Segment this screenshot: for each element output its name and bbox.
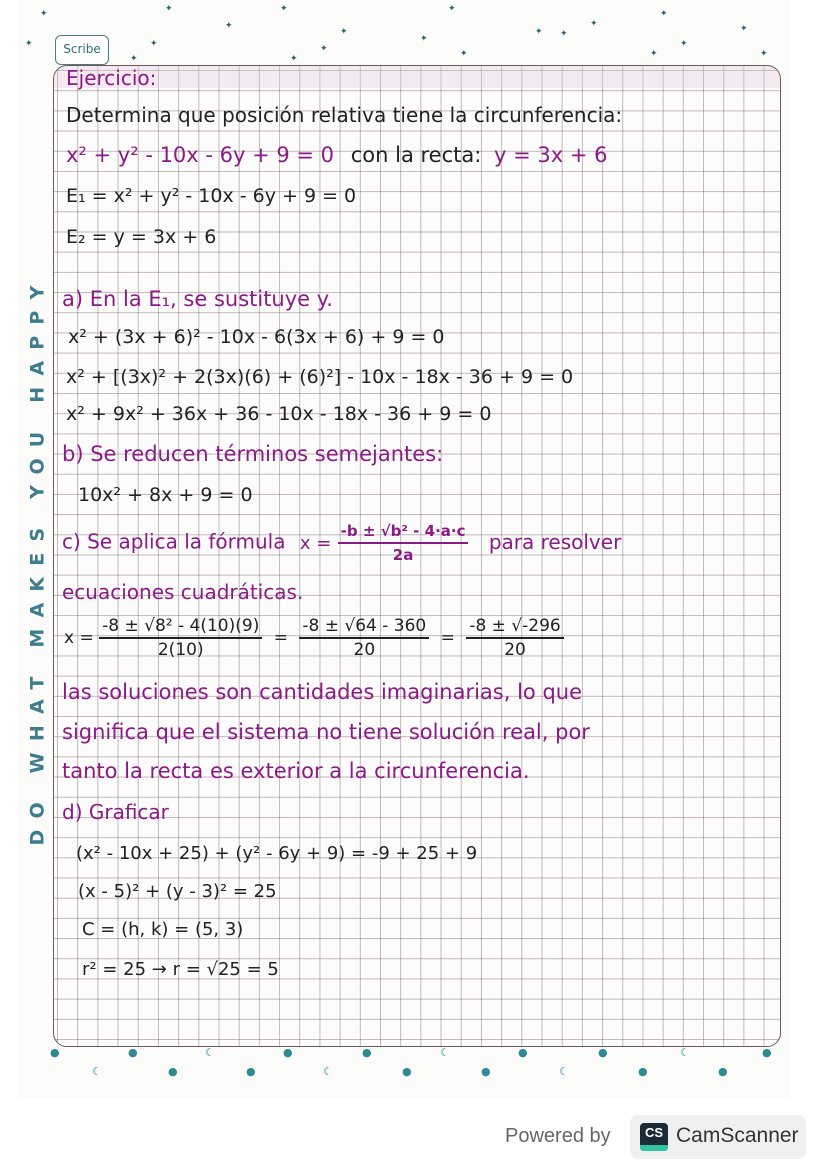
flower-icon: ● <box>402 1065 412 1078</box>
camscanner-logo-icon <box>640 1123 668 1151</box>
calc-fraction-2 <box>299 615 429 661</box>
calc-fraction-3-numerator: -8 ± √-296 <box>466 615 563 639</box>
star-icon: ✦ <box>40 9 48 19</box>
calc-equals-2: = <box>440 628 455 648</box>
step-c-heading-cont: ecuaciones cuadráticas. <box>62 580 304 604</box>
quadratic-formula-numerator: -b ± √b² - 4·a·c <box>338 520 469 544</box>
exercise-prompt: Determina que posición relativa tiene la circunferencia: <box>66 103 623 127</box>
drop-icon: ● <box>128 1046 138 1059</box>
star-icon: ✦ <box>650 49 658 59</box>
star-icon: ✦ <box>340 27 348 37</box>
star-icon: ✦ <box>560 29 568 39</box>
equations-row <box>66 143 608 167</box>
flower-icon: ● <box>283 1046 293 1059</box>
quadratic-calculation <box>64 615 564 661</box>
step-a-line-2: x² + [(3x)² + 2(3x)(6) + (6)²] - 10x - 18x - 36 + 9 = 0 <box>66 366 574 388</box>
calc-fraction-2-denominator: 20 <box>353 640 376 660</box>
star-icon: ✦ <box>25 39 33 49</box>
calc-fraction-1-denominator: 2(10) <box>157 640 204 660</box>
star-icon: ✦ <box>448 4 456 14</box>
calc-equals-1: = <box>273 628 288 648</box>
star-icon: ✦ <box>740 24 748 34</box>
flower-icon: ● <box>638 1065 648 1078</box>
moon-icon: ☾ <box>559 1065 569 1078</box>
step-c-heading-post: para resolver <box>488 529 622 554</box>
star-icon: ✦ <box>290 54 298 64</box>
conclusion-line-3: tanto la recta es exterior a la circunferencia. <box>62 759 530 783</box>
sheet-header-band <box>54 66 780 88</box>
moon-icon: ☾ <box>440 1046 450 1059</box>
quadratic-formula-lhs: x = <box>299 532 332 554</box>
moon-icon: ☾ <box>205 1046 215 1059</box>
calc-fraction-1 <box>99 615 262 661</box>
flower-icon: ● <box>518 1046 528 1059</box>
star-icon: ✦ <box>280 4 288 14</box>
e1-equation: E₁ = x² + y² - 10x - 6y + 9 = 0 <box>66 185 357 207</box>
star-icon: ✦ <box>165 4 173 14</box>
side-banner <box>22 232 52 887</box>
drop-icon: ● <box>362 1046 372 1059</box>
drop-icon: ● <box>481 1065 491 1078</box>
quadratic-formula-denominator: 2a <box>392 546 414 564</box>
star-icon: ✦ <box>760 49 768 59</box>
calc-lhs: x = <box>64 628 94 648</box>
step-d-line-1: (x² - 10x + 25) + (y² - 6y + 9) = -9 + 25 + 9 <box>76 843 478 864</box>
powered-by-label: Powered by <box>505 1125 611 1147</box>
star-icon: ✦ <box>535 27 543 37</box>
flower-icon: ● <box>168 1065 178 1078</box>
bottom-decoration-row-2 <box>0 1066 828 1080</box>
moon-icon: ☾ <box>680 1046 690 1059</box>
star-icon: ✦ <box>460 49 468 59</box>
calc-fraction-3 <box>466 615 563 661</box>
star-icon: ✦ <box>660 9 668 19</box>
star-icon: ✦ <box>130 54 138 64</box>
conclusion-line-1: las soluciones son cantidades imaginarias, lo que <box>62 680 583 704</box>
camscanner-brand-name: CamScanner <box>676 1124 799 1147</box>
moon-icon: ☾ <box>92 1065 102 1078</box>
flower-icon: ● <box>762 1046 772 1059</box>
calc-fraction-2-numerator: -8 ± √64 - 360 <box>299 615 429 639</box>
step-b-result: 10x² + 8x + 9 = 0 <box>78 484 253 506</box>
camscanner-logo-bar <box>640 1145 668 1151</box>
exercise-title: Ejercicio: <box>66 66 157 90</box>
star-icon: ✦ <box>420 34 428 44</box>
step-a-line-1: x² + (3x + 6)² - 10x - 6(3x + 6) + 9 = 0 <box>68 326 445 348</box>
camscanner-badge[interactable] <box>630 1115 806 1159</box>
side-banner-text: DO WHAT MAKES YOU HAPPY <box>26 274 48 845</box>
calc-fraction-1-numerator: -8 ± √8² - 4(10)(9) <box>99 615 262 639</box>
camscanner-logo-letters: CS <box>644 1125 664 1140</box>
moon-icon: ☾ <box>323 1065 333 1078</box>
line-equation: y = 3x + 6 <box>494 143 608 167</box>
quadratic-formula <box>338 520 469 566</box>
connector-text: con la recta: <box>350 143 482 167</box>
drop-icon: ● <box>598 1046 608 1059</box>
conclusion-line-2: significa que el sistema no tiene solución real, por <box>62 720 590 744</box>
drop-icon: ● <box>246 1065 256 1078</box>
step-d-line-4: r² = 25 → r = √25 = 5 <box>82 959 279 980</box>
step-d-line-3: C = (h, k) = (5, 3) <box>82 919 244 940</box>
e2-equation: E₂ = y = 3x + 6 <box>66 226 217 248</box>
drop-icon: ● <box>718 1065 728 1078</box>
step-d-line-2: (x - 5)² + (y - 3)² = 25 <box>78 881 277 902</box>
step-b-heading: b) Se reducen términos semejantes: <box>62 442 444 466</box>
star-icon: ✦ <box>680 39 688 49</box>
star-icon: ✦ <box>590 19 598 29</box>
star-icon: ✦ <box>320 44 328 54</box>
step-d-heading: d) Graficar <box>62 800 169 824</box>
flower-icon: ● <box>50 1046 60 1059</box>
step-c-heading-row <box>62 520 621 566</box>
circle-equation: x² + y² - 10x - 6y + 9 = 0 <box>66 143 335 167</box>
step-a-line-3: x² + 9x² + 36x + 36 - 10x - 18x - 36 + 9 = 0 <box>66 403 492 425</box>
step-c-heading-pre: c) Se aplica la fórmula <box>62 529 286 554</box>
bottom-decoration-row-1 <box>0 1047 828 1061</box>
star-icon: ✦ <box>225 21 233 31</box>
star-icon: ✦ <box>150 39 158 49</box>
step-a-heading: a) En la E₁, se sustituye y. <box>62 287 333 311</box>
calc-fraction-3-denominator: 20 <box>504 640 526 660</box>
scribe-logo: Scribe <box>55 35 109 65</box>
